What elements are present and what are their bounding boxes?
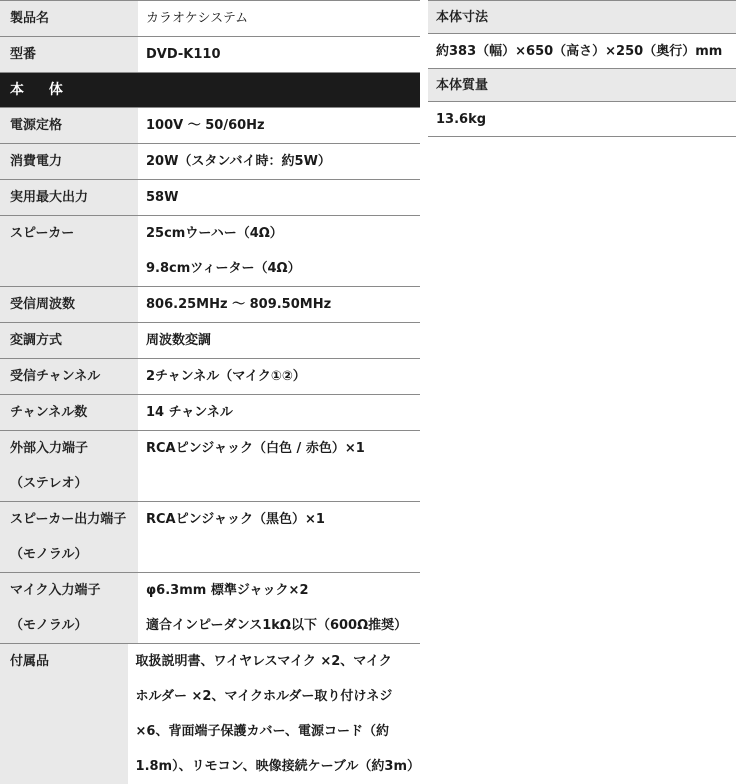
label-line — [0, 679, 128, 714]
spec-row-model — [0, 37, 420, 73]
section-header-main-unit: 本 体 — [0, 73, 420, 108]
spec-label — [0, 323, 138, 358]
spec-value — [138, 395, 420, 430]
spec-value — [138, 108, 420, 143]
label-line: スピーカー — [10, 226, 75, 241]
value-line: 806.25MHz ～ 809.50MHz — [146, 297, 332, 312]
spec-row — [0, 287, 420, 323]
spec-label — [0, 359, 138, 394]
value-line: 20W（スタンバイ時：約5W） — [146, 154, 331, 169]
label-line: 実用最大出力 — [10, 190, 89, 205]
label-line: 製品名 — [10, 11, 50, 26]
label-line: 受信周波数 — [10, 297, 76, 312]
label-line: （モノラル） — [10, 618, 88, 633]
spec-label — [0, 395, 138, 430]
spec-label — [0, 502, 138, 572]
dimensions-table — [428, 0, 736, 137]
spec-label — [0, 37, 138, 72]
spec-value — [138, 502, 420, 572]
label-line: チャンネル数 — [10, 405, 88, 420]
label-line: 電源定格 — [10, 118, 63, 133]
value-line: 14 チャンネル — [146, 405, 233, 420]
value-line — [146, 466, 420, 501]
value-line: ×6、背面端子保護カバー、電源コード（約 — [135, 724, 389, 739]
spec-value — [138, 1, 420, 36]
spec-row — [0, 180, 420, 216]
spec-label — [0, 644, 128, 784]
spec-value — [138, 144, 420, 179]
value-line: 1.8m）、リモコン、映像接続ケーブル（約3m） — [135, 759, 420, 774]
spec-row — [0, 359, 420, 395]
spec-value — [138, 359, 420, 394]
dimensions-value: 約383（幅）×650（高さ）×250（奥行）mm — [428, 34, 736, 69]
spec-row — [0, 216, 420, 287]
dimensions-label: 本体寸法 — [428, 1, 736, 34]
spec-row — [0, 431, 420, 502]
label-line: （モノラル） — [10, 547, 88, 562]
spec-value — [138, 323, 420, 358]
value-line: 100V ～ 50/60Hz — [146, 118, 265, 133]
spec-label — [0, 431, 138, 501]
spec-row — [0, 323, 420, 359]
spec-value — [138, 180, 420, 215]
spec-value — [138, 431, 420, 501]
value-line: 適合インピーダンス1kΩ以下（600Ω推奨） — [146, 618, 408, 633]
spec-row — [0, 395, 420, 431]
spec-label — [0, 1, 138, 36]
mass-label: 本体質量 — [428, 69, 736, 102]
spec-row — [0, 144, 420, 180]
spec-rows — [0, 108, 420, 784]
value-line: DVD-K110 — [146, 47, 221, 62]
value-line — [146, 537, 420, 572]
spec-row — [0, 108, 420, 144]
value-line: RCAピンジャック（黒色）×1 — [146, 512, 325, 527]
spec-label — [0, 108, 138, 143]
spec-label — [0, 180, 138, 215]
value-line: 58W — [146, 190, 179, 205]
label-line — [0, 714, 128, 749]
spec-value — [128, 644, 420, 784]
label-line: 変調方式 — [10, 333, 63, 348]
label-line: 付属品 — [10, 654, 50, 669]
label-line: 受信チャンネル — [10, 369, 101, 384]
value-line: ホルダー ×2、マイクホルダー取り付けネジ — [135, 689, 393, 704]
value-line: 25cmウーハー（4Ω） — [146, 226, 283, 241]
value-line: φ6.3mm 標準ジャック×2 — [146, 583, 309, 598]
label-line — [0, 251, 138, 286]
value-line: RCAピンジャック（白色 / 赤色）×1 — [146, 441, 365, 456]
value-line: 取扱説明書、ワイヤレスマイク ×2、マイク — [135, 654, 392, 669]
label-line: スピーカー出力端子 — [10, 512, 127, 527]
spec-row — [0, 573, 420, 644]
label-line: マイク入力端子 — [10, 583, 101, 598]
mass-value: 13.6kg — [428, 102, 736, 137]
value-line: 周波数変調 — [146, 333, 212, 348]
label-line: 型番 — [10, 47, 37, 62]
spec-value — [138, 573, 420, 643]
value-line: 9.8cmツィーター（4Ω） — [146, 261, 301, 276]
label-line: （ステレオ） — [10, 476, 88, 491]
spec-row — [0, 644, 420, 784]
spec-row — [0, 502, 420, 573]
spec-label — [0, 216, 138, 286]
label-line — [0, 749, 128, 784]
spec-label — [0, 287, 138, 322]
spec-label — [0, 144, 138, 179]
spec-label — [0, 573, 138, 643]
spec-value — [138, 37, 420, 72]
spec-value — [138, 216, 420, 286]
value-line: カラオケシステム — [146, 11, 249, 26]
value-line: 2チャンネル（マイク①②） — [146, 369, 306, 384]
spec-row-product-name — [0, 1, 420, 37]
label-line: 消費電力 — [10, 154, 63, 169]
label-line: 外部入力端子 — [10, 441, 89, 456]
spec-value — [138, 287, 420, 322]
